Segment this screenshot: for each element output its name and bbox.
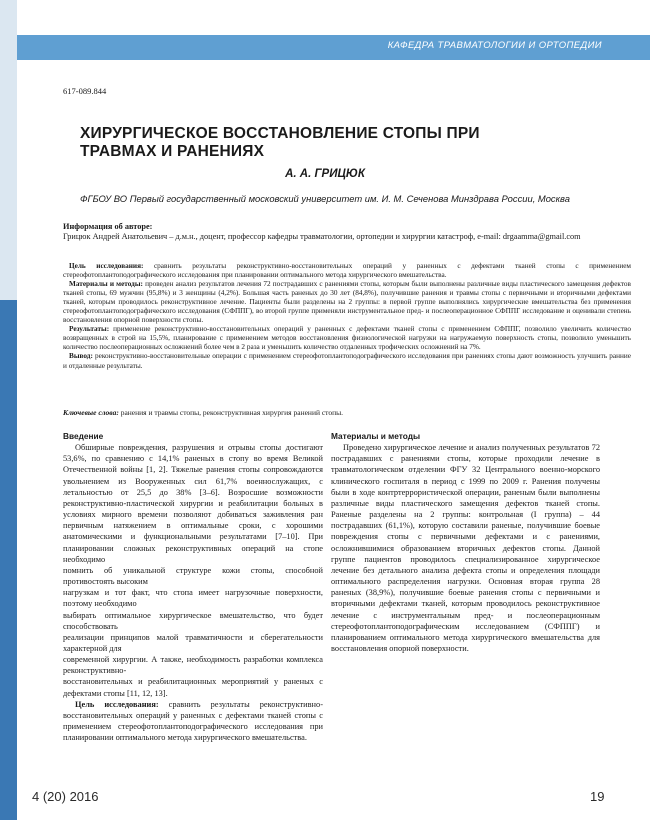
abstract-aim-label: Цель исследования: xyxy=(69,262,144,270)
intro-line: современной хирургии. А также, необходимость разработки комплекса реконструктивно- xyxy=(63,655,323,676)
abstract-methods-label: Материалы и методы: xyxy=(69,280,143,289)
intro-line: восстановительных и реабилитационных мероприятий у раненых с дефектами стопы [11, 12, 13]. xyxy=(63,677,323,698)
section-title: КАФЕДРА ТРАВМАТОЛОГИИ И ОРТОПЕДИИ xyxy=(387,40,602,51)
abstract-methods-text: проведен анализ результатов лечения 72 пострадавших с ранениями стопы, которым были выполнены различные виды пластического замещения дефектов тканей стопы, 69 мужчин (95,8%) и 3 женщины (4,2%). Большая часть раненых до 30 лет (84,8%), получившие ранения и травмы стопы с первичными и вторичными дефектами тканей, которым проводилось реконструктивное лечение. Пациенты были разделены на 2 группы: в первой группе выполнялись хирургические вмешательства без применения стереофотоплантоподографического исследования (СФППГ), во второй группе применяли инструментальное пред- и послеоперационное СФППГ исследование и оценивали степень восстановления опорной поверхности стопы. xyxy=(63,280,631,325)
udc-code: 617-089.844 xyxy=(63,86,107,96)
intro-aim xyxy=(63,699,323,744)
abstract-results-text: применение реконструктивно-восстановительных операций у раненных с дефектами тканей стопы с применением СФППГ, позволило увеличить количество возвращенных в строй на 15,5%, планирование с применением методов восстановления физиологической нагрузки на нагружаемую поверхность стопы, позволило уменьшить количество послеоперационных осложнений более чем в 2 раза и уменьшить количество отдаленных трофических осложнений на 7%. xyxy=(63,325,632,352)
page-number: 19 xyxy=(590,789,605,804)
abstract-results-label: Результаты: xyxy=(69,325,110,334)
abstract xyxy=(63,262,631,371)
intro-heading: Введение xyxy=(63,431,104,441)
intro-line: выбирать оптимальное хирургическое вмешательство, что будет способствовать xyxy=(63,610,323,631)
issue-number: 4 (20) 2016 xyxy=(32,789,99,804)
author-name: А. А. ГРИЦЮК xyxy=(285,168,365,180)
keywords xyxy=(63,408,631,417)
abstract-aim-text: сравнить результаты реконструктивно-восстановительных операций у раненных с дефектами тканей стопы с применением стереофотоплантоподографического исследования при планировании оптимального метода хирургического вмешательства. xyxy=(63,262,632,280)
intro-line: реализации принципов малой травматичности и сберегательности характерной для xyxy=(63,632,323,653)
methods-paragraph: Проведено хирургическое лечение и анализ полученных результатов 72 пострадавших с ранениями стопы, которые проходили лечение в травматологическом отделении ФГУ 32 Центрального военно-морского клинического госпиталя в период с 1999 по 2009 г. Ранения получены были в ходе контртеррористической операции, раненым были выполнены различные виды пластического замещения дефектов тканей стопы. Раненые разделены на 2 группы: контрольная (I группа) – 44 пострадавших (61,1%), которую составили раненые, получившие боевые повреждения стопы с первичными дефектами и с ранениями, осложнившимися образованием вторичных дефектов стопы. Данной группе пациентов проводилось специализированное хирургическое лечение без детального анализа дефекта стопы и определения площади оптимального распределения нагрузки. Основная вторая группа 28 раненых (38,9%), получившие боевые ранения стопы с первичными и вторичными дефектами тканей, которым проводилось реконструктивное лечение с инструментальным пред- и послеоперационным стереофотоплантоподографическим исследованием (СФППГ) и планированием оптимального метода хирургического вмешательства для восстановления опорной поверхности. xyxy=(331,443,600,653)
keywords-text: ранения и травмы стопы, реконструктивная хирургия ранений стопы. xyxy=(120,408,344,417)
affiliation: ФГБОУ ВО Первый государственный московский университет им. И. М. Сеченова Минздрава России, Москва xyxy=(80,193,570,204)
right-column xyxy=(331,431,600,654)
methods-heading: Материалы и методы xyxy=(331,431,421,441)
page-side-stripe xyxy=(0,0,17,820)
intro-line: нагрузкам и тот факт, что стопа имеет нагрузочные поверхности, поэтому необходимо xyxy=(63,588,323,609)
section-header-bar xyxy=(17,35,650,60)
intro-paragraph: Обширные повреждения, разрушения и отрывы стопы достигают 53,6%, по сравнению с 14,1% раненых в стопу во время Великой Отечественной войны [1, 2]. Тяжелые ранения стопы сопровождаются увольнением из Вооруженных сил 61,7% военнослужащих, с летальностью от 25,5 до 38% [3–6]. Возросшие возможности реконструктивно-пластической хирургии и реабилитации больных в условиях мирного времени позволяют добиваться заживления ран первичным натяжением в оптимальные сроки, с хорошими анатомическими и функциональными результатами [7–10]. При планировании сложных реконструктивных операций на стопе необходимо xyxy=(63,443,323,564)
left-column xyxy=(63,431,323,743)
intro-aim-text: сравнить результаты реконструктивно-восстановительных операций у раненных с дефектами тканей стопы с применением стереофотоплантоподографического исследования при планировании оптимального метода хирургического вмешательства. xyxy=(63,699,323,743)
about-author-label: Информация об авторе: xyxy=(63,222,153,231)
intro-aim-label: Цель исследования: xyxy=(75,699,159,709)
abstract-conclusion-label: Вывод: xyxy=(69,352,93,361)
about-author xyxy=(63,222,631,243)
article-title: ХИРУРГИЧЕСКОЕ ВОССТАНОВЛЕНИЕ СТОПЫ ПРИ ТРАВМАХ И РАНЕНИЯХ xyxy=(80,125,480,160)
about-author-text: Грицюк Андрей Анатольевич – д.м.н., доцент, профессор кафедры травматологии, ортопедии и хирургии катастроф, e-mail: drgaamma@gmail.com xyxy=(63,232,581,242)
intro-line: помнить об уникальной структуре кожи стопы, способной противостоять высоким xyxy=(63,565,323,587)
abstract-conclusion-text: реконструктивно-восстановительные операции с применением стереофотоплантоподографического исследования при ранениях стопы дают возможность улучшить ранние и отдаленные результаты. xyxy=(63,352,631,370)
keywords-label: Ключевые слова: xyxy=(63,408,119,417)
